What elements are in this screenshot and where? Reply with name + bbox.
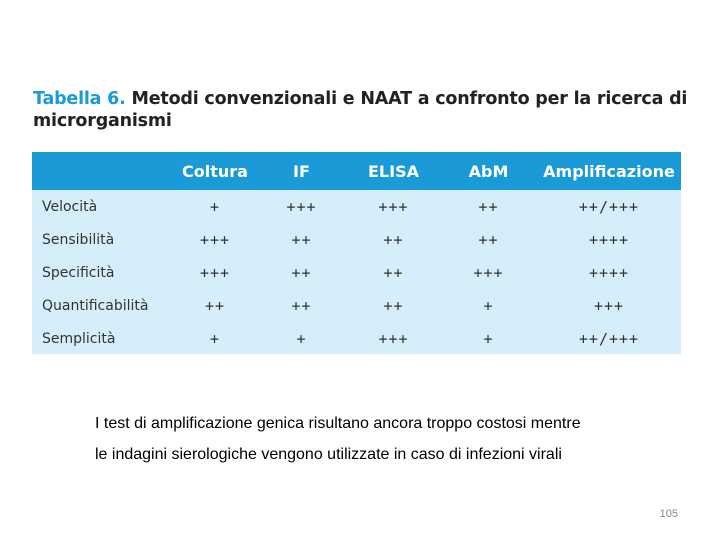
table-cell: ++ (478, 197, 499, 216)
caption-line-2: le indagini sierologiche vengono utilizzate in caso di infezioni virali (95, 446, 562, 463)
header-if: IF (293, 161, 310, 181)
table-cell: ++ (291, 230, 312, 249)
header-coltura: Coltura (182, 161, 248, 181)
header-abm: AbM (468, 161, 509, 181)
table-row (32, 190, 681, 223)
table-cell: ++++ (588, 230, 630, 249)
row-label: Velocità (42, 198, 98, 215)
table-cell: ++ (291, 296, 312, 315)
table-cell: + (483, 329, 494, 348)
table-row (32, 223, 681, 256)
page-number: 105 (659, 508, 678, 520)
table-cell: ++/+++ (578, 197, 640, 216)
table-header-row (32, 152, 681, 190)
caption-line-1: I test di amplificazione genica risultano ancora troppo costosi mentre (95, 415, 581, 432)
table-title (33, 88, 693, 132)
table-cell: +++ (199, 263, 231, 282)
table-row (32, 256, 681, 289)
table-cell: +++ (378, 197, 409, 216)
table-cell: ++ (383, 263, 404, 282)
row-label: Quantificabilità (42, 297, 149, 314)
table-row (32, 322, 681, 355)
table-cell: ++++ (588, 263, 630, 282)
table-cell: ++ (291, 263, 312, 282)
table-title-text: Metodi convenzionali e NAAT a confronto per la ricerca di microrganismi (33, 89, 688, 131)
table-title-lead: Tabella 6. (33, 89, 126, 109)
row-label: Specificità (42, 264, 115, 281)
table-cell: ++ (383, 230, 404, 249)
table-cell: ++/+++ (578, 329, 640, 348)
table-cell: +++ (286, 197, 317, 216)
table-row (32, 289, 681, 322)
table-cell: +++ (593, 296, 625, 315)
table-cell: +++ (199, 230, 231, 249)
table-cell: + (209, 329, 221, 348)
table-cell: ++ (204, 296, 226, 315)
comparison-table (32, 152, 681, 354)
table-cell: + (296, 329, 307, 348)
table-cell: +++ (378, 329, 409, 348)
table-cell: +++ (473, 263, 504, 282)
header-amplificazione: Amplificazione (543, 161, 675, 181)
table-cell: + (483, 296, 494, 315)
table-cell: ++ (383, 296, 404, 315)
table-cell: + (209, 197, 221, 216)
header-elisa: ELISA (368, 161, 419, 181)
row-label: Semplicità (42, 330, 116, 347)
row-label: Sensibilità (42, 231, 115, 248)
table-cell: ++ (478, 230, 499, 249)
